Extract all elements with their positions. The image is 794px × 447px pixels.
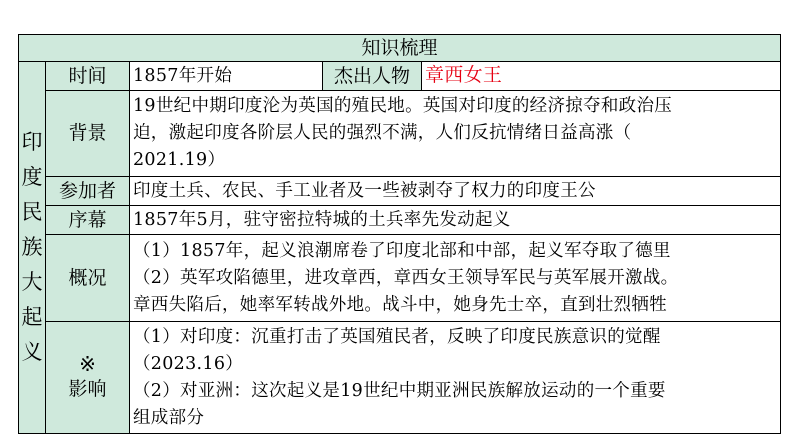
overview-line: （1）1857年，起义浪潮席卷了印度北部和中部，起义军夺取了德里: [133, 240, 671, 261]
overview-content: [130, 235, 781, 322]
person-label: 杰出人物: [323, 62, 422, 91]
side-title-char: 印: [21, 130, 43, 154]
overview-label: 概况: [46, 235, 130, 322]
participants-label: 参加者: [46, 177, 130, 206]
influence-label-cell: [46, 322, 130, 434]
header-row: [19, 35, 781, 62]
overview-line: （2）英军攻陷德里，进攻章西，章西女王领导军民与英军展开激战。: [133, 267, 679, 288]
prelude-label: 序幕: [46, 206, 130, 235]
row-background: [19, 91, 781, 177]
background-content: [130, 91, 781, 177]
background-line: 19世纪中期印度沦为英国的殖民地。英国对印度的经济掠夺和政治压: [133, 96, 673, 116]
prelude-value: 1857年5月，驻守密拉特城的土兵率先发动起义: [130, 206, 781, 235]
row-time: [19, 62, 781, 91]
influence-line: 组成部分: [133, 407, 205, 428]
influence-line: （2）对亚洲：这次起义是19世纪中期亚洲民族解放运动的一个重要: [133, 380, 666, 401]
side-title-char: 族: [21, 235, 43, 259]
influence-content: [130, 322, 781, 434]
side-title-char: 大: [21, 270, 43, 294]
knowledge-table: [18, 34, 781, 434]
side-title-char: 起: [21, 305, 43, 329]
table-title: 知识梳理: [19, 35, 781, 62]
side-title-char: 民: [21, 200, 43, 224]
background-line: 迫，激起印度各阶层人民的强烈不满，人们反抗情绪日益高涨（: [133, 123, 632, 143]
time-value: 1857年开始: [130, 62, 323, 91]
row-participants: [19, 177, 781, 206]
background-line: 2021.19）: [133, 150, 226, 170]
overview-line: 章西失陷后，她率军转战外地。战斗中，她身先士卒，直到壮烈牺牲: [133, 294, 667, 315]
participants-value: 印度土兵、农民、手工业者及一些被剥夺了权力的印度王公: [130, 177, 781, 206]
side-title-char: 度: [21, 165, 43, 189]
side-title-char: 义: [21, 340, 43, 364]
background-label: 背景: [46, 91, 130, 177]
knowledge-table-container: [18, 34, 780, 432]
influence-line: （1）对印度：沉重打击了英国殖民者，反映了印度民族意识的觉醒: [133, 326, 661, 347]
row-prelude: [19, 206, 781, 235]
important-mark-icon: ※: [79, 352, 96, 376]
person-name: 章西女王: [425, 64, 503, 86]
influence-label: 影响: [68, 378, 107, 400]
side-title: [19, 62, 46, 434]
person-value: [422, 62, 781, 91]
time-label: 时间: [46, 62, 130, 91]
row-influence: [19, 322, 781, 434]
row-overview: [19, 235, 781, 322]
influence-line: （2023.16）: [133, 353, 244, 374]
